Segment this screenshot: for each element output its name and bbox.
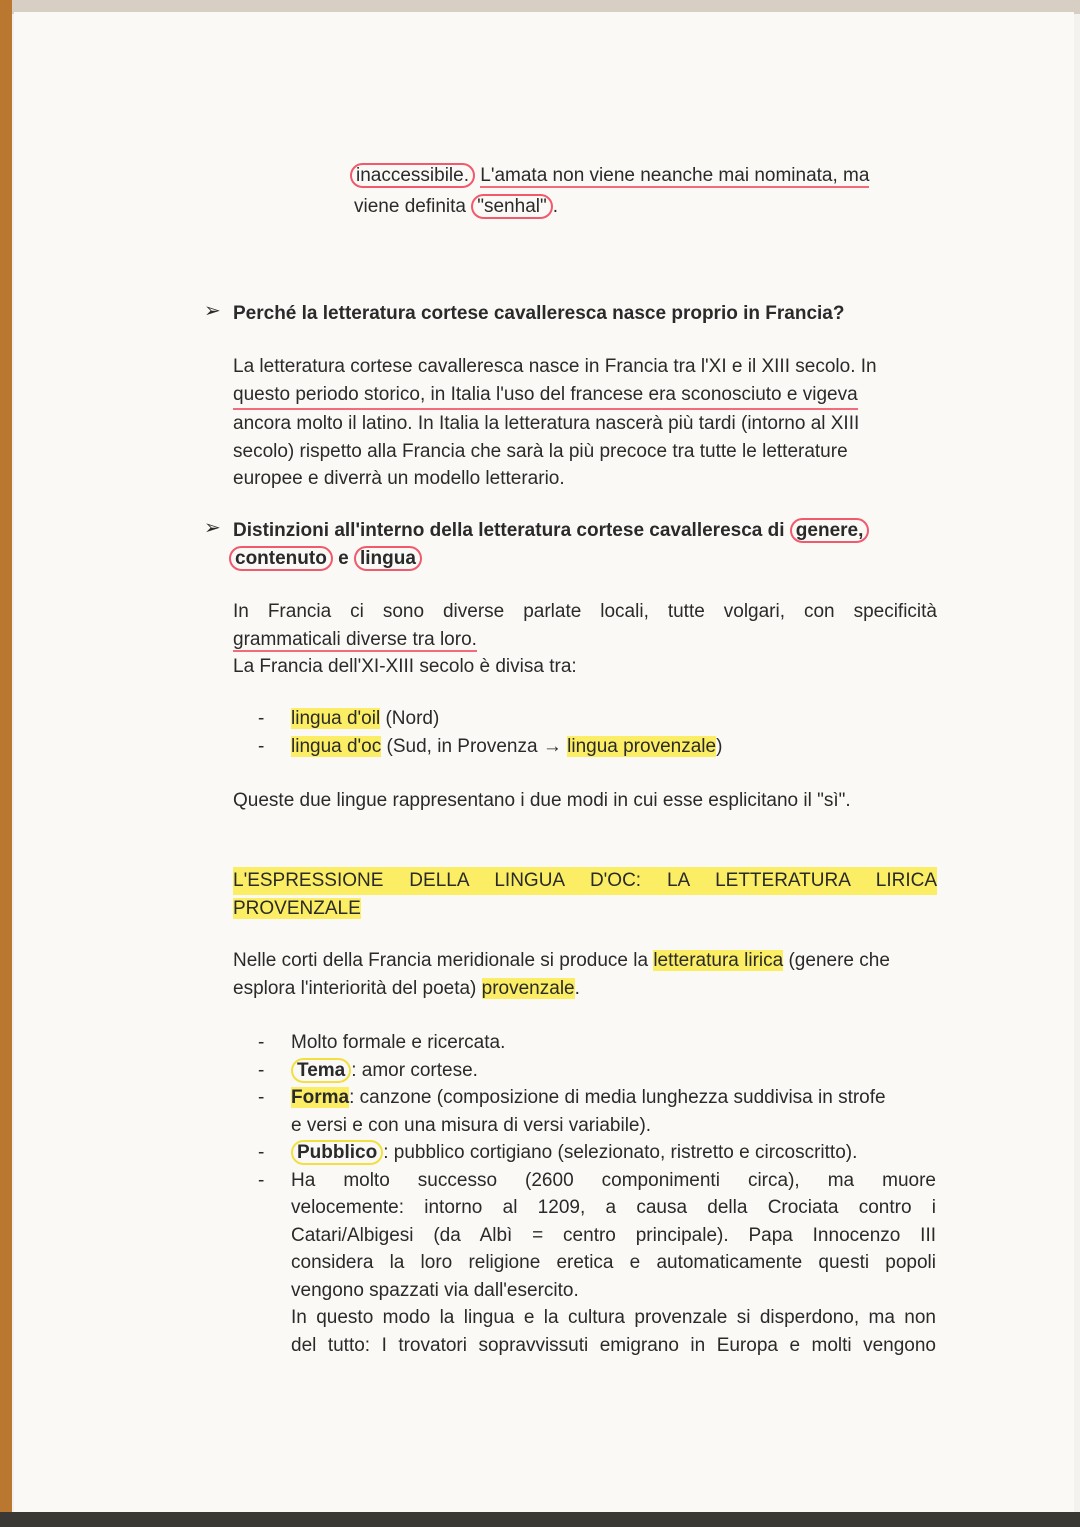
question-1-body: La letteratura cortese cavalleresca nasce in Francia tra l'XI e il XIII secolo. In questo periodo storico, in Italia l'uso del francese era sconosciuto e vigeva ancora molto il latino. In Italia la letteratura nascerà più tardi (intorno al XIII secolo) rispetto alla Francia che sarà la più precoce tra tutte le letterature europee e diverrà un modello letterario.	[233, 356, 877, 489]
list-item: - Forma: canzone (composizione di media lunghezza suddivisa in strofe e versi e con una misura di versi variabile).	[258, 1084, 936, 1139]
intro-line-1	[350, 162, 950, 190]
list-item: - lingua d'oil (Nord)	[258, 705, 898, 733]
question-2-title: Distinzioni all'interno della letteratura cortese cavalleresca di genere,	[233, 517, 953, 545]
section-heading: L'ESPRESSIONE DELLA LINGUA D'OC: LA LETTERATURA LIRICA PROVENZALE	[233, 867, 937, 922]
question-2-body: In Francia ci sono diverse parlate locali, tutte volgari, con specificità grammaticali diverse tra loro. La Francia dell'XI-XIII secolo è divisa tra:	[233, 601, 937, 677]
features-list	[258, 1029, 936, 1359]
scan-bottom-edge	[0, 1512, 1080, 1527]
word-inaccessibile: inaccessibile.	[350, 163, 475, 188]
intro-text-2: viene definita	[354, 196, 466, 217]
arrow-bullet-icon: ➢	[204, 300, 221, 322]
word-senhal: "senhal"	[471, 194, 552, 219]
list-item: - Molto formale e ricercata.	[258, 1029, 936, 1057]
list-item: - Ha molto successo (2600 componimenti circa), ma muore velocemente: intorno al 1209, a causa della Crociata contro i Catari/Albigesi (da Albì = centro principale). Papa Innocenzo III considera la loro religione eretica e automaticamente questi popoli vengono spazzati via dall'esercito. In questo modo la lingua e la cultura provenzale si disperdono, ma non del tutto: I trovatori sopravvissuti emigrano in Europa e molti vengono	[258, 1167, 936, 1360]
language-list	[258, 705, 898, 760]
question-2-title-line-2: contenuto e lingua	[229, 545, 829, 573]
arrow-bullet-icon: ➢	[204, 517, 221, 539]
list-item: - Pubblico : pubblico cortigiano (selezionato, ristretto e circoscritto).	[258, 1139, 936, 1167]
scan-binding-edge	[0, 0, 12, 1527]
list-item: - lingua d'oc (Sud, in Provenza → lingua provenzale)	[258, 733, 898, 761]
word-contenuto: contenuto	[229, 546, 333, 571]
intro-text: L'amata non viene neanche mai nominata, ma	[480, 165, 870, 186]
section-intro: Nelle corti della Francia meridionale si produce la letteratura lirica (genere che esplora l'interiorità del poeta) provenzale.	[233, 950, 890, 999]
word-genere: genere,	[790, 518, 870, 543]
list-item: - Tema : amor cortese.	[258, 1057, 936, 1085]
notes-page	[14, 12, 1074, 1512]
word-lingua: lingua	[354, 546, 422, 571]
question-2-conclusion: Queste due lingue rappresentano i due modi in cui esse esplicitano il "sì".	[233, 790, 851, 811]
intro-line-2: viene definita "senhal" .	[354, 196, 559, 217]
question-1-title: Perché la letteratura cortese cavalleresca nasce proprio in Francia?	[233, 303, 845, 324]
